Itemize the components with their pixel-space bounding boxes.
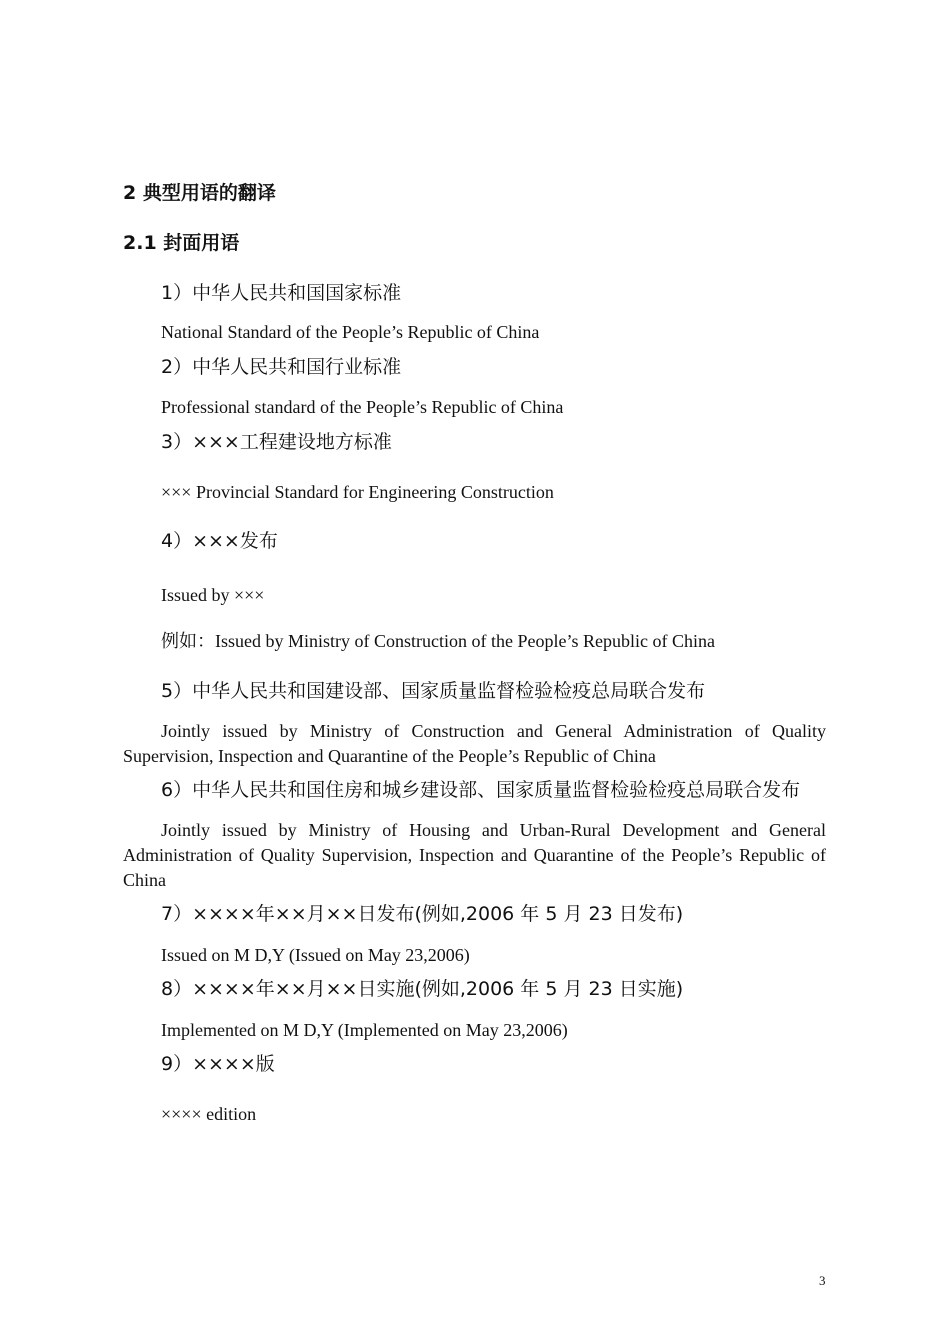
term-label-6: 6）中华人民共和国住房和城乡建设部、国家质量监督检验检疫总局联合发布 (161, 779, 801, 801)
term-translation-6: Jointly issued by Ministry of Housing and Urban-Rural Development and General Administration of Quality Supervision, Inspection and Quarantine of the People’s Republic of China (123, 820, 826, 890)
term-translation-7: Issued on M D,Y (Issued on May 23,2006) (161, 945, 470, 965)
term-translation-1: National Standard of the People’s Republic of China (161, 322, 540, 342)
term-label-2: 2）中华人民共和国行业标准 (161, 356, 402, 378)
term-label-5: 5）中华人民共和国建设部、国家质量监督检验检疫总局联合发布 (161, 680, 706, 702)
section-title: 2 典型用语的翻译 (123, 182, 276, 204)
term-translation-9: ×××× edition (161, 1104, 257, 1124)
term-translation-8: Implemented on M D,Y (Implemented on May 23,2006) (161, 1020, 568, 1040)
term-translation-5: Jointly issued by Ministry of Construction and General Administration of Quality Supervision, Inspection and Quarantine of the People’s Republic of China (123, 721, 826, 766)
term-label-7: 7）××××年××月××日发布(例如,2006 年 5 月 23 日发布) (161, 903, 684, 925)
term-label-3: 3）×××工程建设地方标准 (161, 431, 392, 453)
term-translation-4: Issued by ××× (161, 585, 265, 605)
term-label-4: 4）×××发布 (161, 530, 278, 552)
term-translation-3: ××× Provincial Standard for Engineering Construction (161, 482, 554, 502)
term-label-9: 9）××××版 (161, 1053, 275, 1075)
page-number: 3 (819, 1273, 826, 1288)
term-label-1: 1）中华人民共和国国家标准 (161, 282, 402, 304)
term-label-8: 8）××××年××月××日实施(例如,2006 年 5 月 23 日实施) (161, 978, 684, 1000)
term-example-4: 例如：Issued by Ministry of Construction of the People’s Republic of China (161, 631, 715, 651)
subsection-title: 2.1 封面用语 (123, 232, 240, 254)
term-translation-2: Professional standard of the People’s Republic of China (161, 397, 564, 417)
